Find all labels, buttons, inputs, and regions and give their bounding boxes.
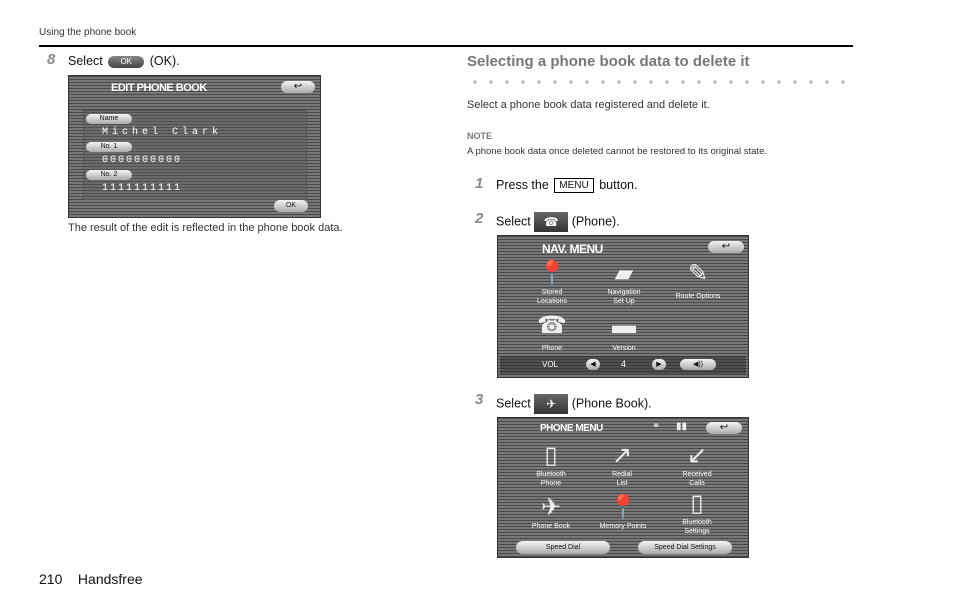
speed-dial-settings-button[interactable]: Speed Dial Settings [638,541,732,554]
navigation-setup-label: Navigation Set Up [607,289,641,305]
pin-icon: 📍 [537,260,567,287]
vol-label: VOL [542,360,559,369]
phone-book-menu-icon: ✈ [540,494,562,521]
version-button[interactable] [594,312,654,353]
step-3-suffix: (Phone Book). [571,396,652,411]
bluetooth-settings-label: Bluetooth Settings [682,519,712,535]
nav-back-button[interactable]: ↩ [708,241,744,253]
route-options-label: Route Options [675,293,721,300]
menu-key: MENU [554,178,593,193]
cellphone-icon: ▯ [544,442,558,469]
number1-value[interactable]: 0000000000 [102,155,183,166]
redial-icon: ↗ [611,442,633,469]
step-1-suffix: button. [599,178,638,192]
phone-back-button[interactable]: ↩ [706,422,742,434]
bluetooth-phone-label: Bluetooth Phone [536,471,566,487]
redial-list-label: Redial List [612,471,632,487]
chapter-name: Handsfree [77,571,143,587]
page-number: 210 [39,571,63,587]
phone-book-icon: ✈ [534,394,568,414]
pen-icon: ✎ [687,260,709,287]
bluetooth-status-icon: ⚭ [652,421,661,432]
screen-title: EDIT PHONE BOOK [111,82,207,94]
received-call-icon: ↙ [686,442,708,469]
step-2-text [496,212,620,232]
fields-panel [83,110,307,200]
memory-pin-icon: 📍 [608,494,638,521]
phone-menu-screen [497,417,749,558]
phone-button[interactable] [522,312,582,353]
step-8-number: 8 [47,51,56,68]
vol-down-button[interactable]: ◀ [586,359,600,370]
received-calls-button[interactable] [670,442,724,488]
phone-book-button[interactable] [524,494,578,531]
nav-menu-screen [497,235,749,378]
redial-list-button[interactable] [595,442,649,488]
name-value[interactable]: Michel Clark [102,127,223,138]
back-button[interactable]: ↩ [281,81,315,93]
edit-phone-book-screen [68,75,321,218]
stored-locations-button[interactable] [522,260,582,306]
ok-button-inline: OK [108,56,144,68]
step-1-prefix: Press the [496,178,549,192]
dotted-divider [467,78,847,86]
running-header: Using the phone book [39,27,137,38]
number2-label: No. 2 [86,170,132,180]
route-options-button[interactable] [668,260,728,301]
step-1-text [496,178,637,193]
intro-text: Select a phone book data registered and delete it. [467,99,710,111]
section-title: Selecting a phone book data to delete it [467,53,750,70]
phone-book-label: Phone Book [531,523,571,530]
version-label: Version [612,345,636,352]
phone-menu-title: PHONE MENU [540,423,603,434]
step-3-number: 3 [475,391,484,408]
step-2-prefix: Select [496,214,531,229]
ok-button[interactable]: OK [274,200,308,212]
stored-locations-label: Stored Locations [537,289,567,305]
bluetooth-settings-button[interactable] [670,490,724,536]
speed-dial-button[interactable]: Speed Dial [516,541,610,554]
step-8-suffix: (OK). [149,54,180,68]
memory-points-button[interactable] [595,494,651,531]
phone-handset-icon: ☎ [537,312,567,339]
header-rule [39,45,853,47]
name-label: Name [86,114,132,124]
nav-menu-title: NAV. MENU [542,242,603,256]
memory-points-label: Memory Points [599,523,647,530]
step-2-suffix: (Phone). [571,214,620,229]
step-1-number: 1 [475,175,484,192]
vol-up-button[interactable]: ▶ [652,359,666,370]
edit-caption: The result of the edit is reflected in the phone book data. [68,222,343,234]
signal-battery-icon: ▮▮ [676,421,688,432]
settings-phone-icon: ▯ [690,490,704,517]
phone-label: Phone [541,345,563,352]
page-footer [39,571,143,587]
step-2-number: 2 [475,210,484,227]
map-icon: ▰ [614,260,634,287]
vol-value: 4 [621,359,627,369]
phone-icon: ☎ [534,212,568,232]
navigation-setup-button[interactable] [594,260,654,306]
note-label: NOTE [467,131,493,141]
book-icon: ▬ [612,312,636,339]
received-calls-label: Received Calls [682,471,712,487]
step-8-prefix: Select [68,54,103,68]
note-text: A phone book data once deleted cannot be restored to its original state. [467,146,767,157]
bluetooth-phone-button[interactable] [524,442,578,488]
step-3-text [496,394,652,414]
volume-bar [500,356,746,374]
step-3-prefix: Select [496,396,531,411]
speaker-button[interactable]: ◀)) [680,359,716,370]
step-8-text [68,54,180,68]
number2-value[interactable]: 1111111111 [102,183,183,194]
number1-label: No. 1 [86,142,132,152]
